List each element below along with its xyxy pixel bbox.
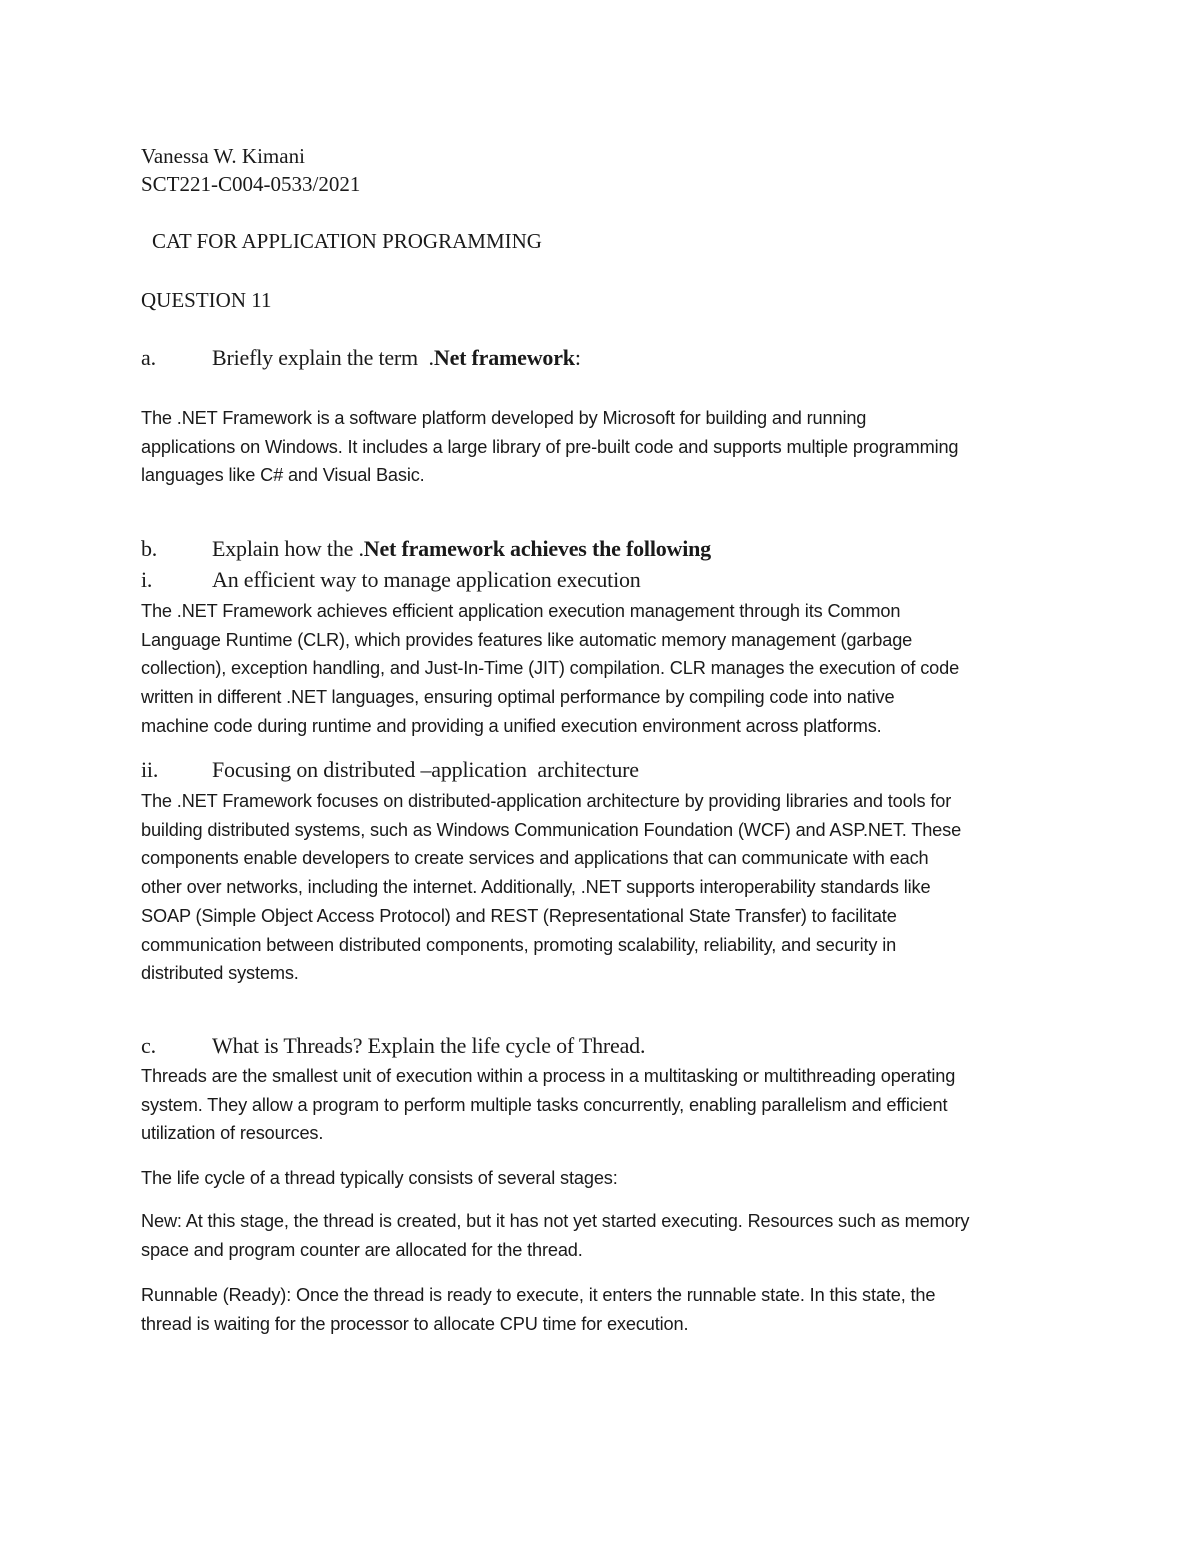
answer-line: applications on Windows. It includes a large library of pre-built code and supports multiple programming [141, 436, 959, 457]
part-b-question [141, 536, 1041, 566]
lifecycle-intro [141, 1164, 1071, 1193]
answer-line: Runnable (Ready): Once the thread is ready to execute, it enters the runnable state. In this state, the [141, 1285, 936, 1305]
part-b-question-bold: Net framework achieves the following [363, 536, 711, 561]
part-b-label: b. [141, 536, 158, 561]
answer-line: The .NET Framework focuses on distributed-application architecture by providing libraries and tools for [141, 791, 952, 811]
lifecycle-new-stage [141, 1207, 1071, 1264]
part-b-ii-question-text: Focusing on distributed –application architecture [212, 757, 639, 782]
question-heading: QUESTION 11 [141, 288, 272, 312]
answer-line: written in different .NET languages, ensuring optimal performance by compiling code into native [141, 687, 895, 708]
answer-line: Language Runtime (CLR), which provides features like automatic memory management (garbage [141, 629, 913, 650]
answer-line: The .NET Framework is a software platform developed by Microsoft for building and running [141, 408, 867, 428]
answer-line: thread is waiting for the processor to allocate CPU time for execution. [141, 1313, 689, 1334]
part-a-question-bold: Net framework [433, 345, 575, 370]
part-c-answer [141, 1062, 1071, 1148]
answer-line: system. They allow a program to perform multiple tasks concurrently, enabling parallelism and efficient [141, 1094, 948, 1115]
part-b-i-answer [141, 597, 1071, 741]
answer-line: SOAP (Simple Object Access Protocol) and REST (Representational State Transfer) to facilitate [141, 905, 897, 926]
answer-line: collection), exception handling, and Just-In-Time (JIT) compilation. CLR manages the execution of code [141, 658, 960, 679]
answer-line: The .NET Framework achieves efficient application execution management through its Common [141, 601, 901, 621]
answer-line: space and program counter are allocated for the thread. [141, 1239, 583, 1260]
part-c-label: c. [141, 1033, 156, 1058]
part-a-answer [141, 404, 1071, 490]
registration-number: SCT221-C004-0533/2021 [141, 172, 361, 196]
lifecycle-runnable-stage [141, 1281, 1071, 1338]
answer-line: languages like C# and Visual Basic. [141, 465, 425, 486]
answer-line: machine code during runtime and providing a unified execution environment across platforms. [141, 715, 882, 736]
part-a-question-prefix: Briefly explain the term . [212, 345, 434, 370]
document-title: CAT FOR APPLICATION PROGRAMMING [152, 229, 542, 253]
answer-line: distributed systems. [141, 963, 299, 984]
part-c-question [141, 1033, 1041, 1063]
part-b-i-question-text: An efficient way to manage application execution [212, 567, 641, 592]
answer-line: communication between distributed components, promoting scalability, reliability, and security in [141, 934, 897, 955]
part-a-question-suffix: : [574, 345, 581, 370]
answer-line: New: At this stage, the thread is created, but it has not yet started executing. Resources such as memory [141, 1211, 970, 1231]
part-b-question-prefix: Explain how the . [212, 536, 364, 561]
answer-line: other over networks, including the internet. Additionally, .NET supports interoperability standards like [141, 877, 931, 898]
answer-line: Threads are the smallest unit of execution within a process in a multitasking or multithreading operating [141, 1066, 956, 1086]
part-b-ii-question [141, 757, 1041, 787]
answer-line: components enable developers to create services and applications that can communicate with each [141, 848, 929, 869]
answer-line: utilization of resources. [141, 1123, 324, 1144]
part-b-ii-answer [141, 787, 1071, 988]
author-name: Vanessa W. Kimani [141, 144, 305, 168]
part-b-ii-label: ii. [141, 757, 159, 782]
part-b-i-question [141, 567, 1041, 597]
answer-line: building distributed systems, such as Windows Communication Foundation (WCF) and ASP.NET. These [141, 819, 962, 840]
part-a-question [141, 345, 1041, 375]
part-a-label: a. [141, 345, 156, 370]
part-c-question-text: What is Threads? Explain the life cycle of Thread. [212, 1033, 646, 1058]
part-b-i-label: i. [141, 567, 153, 592]
answer-line: The life cycle of a thread typically consists of several stages: [141, 1168, 618, 1188]
